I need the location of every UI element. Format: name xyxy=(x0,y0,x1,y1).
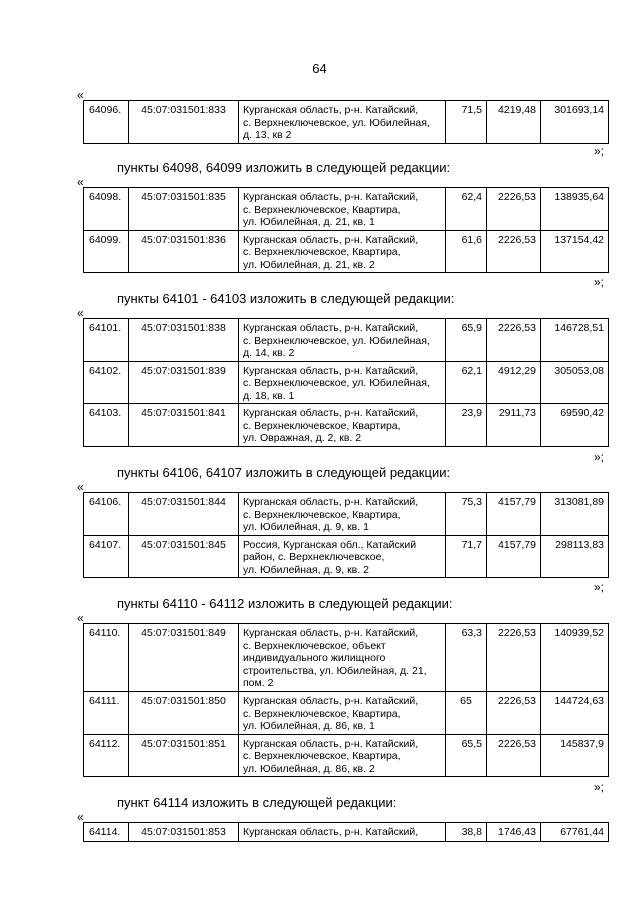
cadastral-value: 298113,83 xyxy=(541,535,609,578)
cadastral-number: 45:07:031501:844 xyxy=(129,493,239,536)
item-number: 64102. xyxy=(84,361,129,404)
unit-price: 4157,79 xyxy=(487,535,541,578)
cadastral-value: 313081,89 xyxy=(541,493,609,536)
item-number: 64099. xyxy=(84,230,129,273)
address: Курганская область, р-н. Катайский, с. Верхнеключевское, Квартира, ул. Юбилейная, д. 86, кв. 2 xyxy=(239,734,446,777)
address: Курганская область, р-н. Катайский, xyxy=(239,823,446,842)
table-row xyxy=(84,624,609,692)
unit-price: 2226,53 xyxy=(487,188,541,231)
cadastral-value: 301693,14 xyxy=(541,101,609,144)
table-row xyxy=(84,101,609,144)
cadastral-value: 144724,63 xyxy=(541,692,609,735)
address: Курганская область, р-н. Катайский, с. Верхнеключевское, ул. Юбилейная, д. 18, кв. 1 xyxy=(239,361,446,404)
cadastral-value: 140939,52 xyxy=(541,624,609,692)
instruction-text: пункты 64110 - 64112 изложить в следующей редакции: xyxy=(117,596,453,611)
cadastral-number: 45:07:031501:849 xyxy=(129,624,239,692)
register-table xyxy=(83,623,609,777)
instruction-text: пункты 64098, 64099 изложить в следующей редакции: xyxy=(117,160,451,175)
item-number: 64110. xyxy=(84,624,129,692)
unit-price: 2226,53 xyxy=(487,319,541,362)
table-row xyxy=(84,319,609,362)
cadastral-value: 137154,42 xyxy=(541,230,609,273)
address: Курганская область, р-н. Катайский, с. Верхнеключевское, Квартира, ул. Юбилейная, д. 86, кв. 1 xyxy=(239,692,446,735)
open-quote: « xyxy=(77,480,84,494)
unit-price: 4912,29 xyxy=(487,361,541,404)
area: 38,8 xyxy=(446,823,487,842)
address: Курганская область, р-н. Катайский, с. Верхнеключевское, объект индивидуального жилищного строительства, ул. Юбилейная, д. 21, пом. 2 xyxy=(239,624,446,692)
item-number: 64106. xyxy=(84,493,129,536)
area: 63,3 xyxy=(446,624,487,692)
area: 65,5 xyxy=(446,734,487,777)
address: Россия, Курганская обл., Катайский район, с. Верхнеключевское, ул. Юбилейная, д. 9, кв. 2 xyxy=(239,535,446,578)
table-row xyxy=(84,493,609,536)
unit-price: 4157,79 xyxy=(487,493,541,536)
table-row xyxy=(84,361,609,404)
page-number: 64 xyxy=(312,61,327,76)
open-quote: « xyxy=(77,306,84,320)
unit-price: 4219,48 xyxy=(487,101,541,144)
close-quote: »; xyxy=(594,144,605,158)
address: Курганская область, р-н. Катайский, с. Верхнеключевское, ул. Юбилейная, д. 13, кв 2 xyxy=(239,101,446,144)
instruction-text: пункт 64114 изложить в следующей редакции: xyxy=(117,795,397,810)
table-row xyxy=(84,230,609,273)
address: Курганская область, р-н. Катайский, с. Верхнеключевское, Квартира, ул. Юбилейная, д. 9, кв. 1 xyxy=(239,493,446,536)
area: 62,1 xyxy=(446,361,487,404)
cadastral-number: 45:07:031501:835 xyxy=(129,188,239,231)
table-row xyxy=(84,692,609,735)
area: 71,7 xyxy=(446,535,487,578)
table-row xyxy=(84,823,609,842)
instruction-text: пункты 64101 - 64103 изложить в следующей редакции: xyxy=(117,291,455,306)
unit-price: 2226,53 xyxy=(487,692,541,735)
unit-price: 2226,53 xyxy=(487,624,541,692)
item-number: 64098. xyxy=(84,188,129,231)
cadastral-number: 45:07:031501:841 xyxy=(129,404,239,447)
close-quote: »; xyxy=(594,275,605,289)
address: Курганская область, р-н. Катайский, с. Верхнеключевское, ул. Юбилейная, д. 14, кв. 2 xyxy=(239,319,446,362)
cadastral-value: 138935,64 xyxy=(541,188,609,231)
cadastral-number: 45:07:031501:839 xyxy=(129,361,239,404)
open-quote: « xyxy=(77,611,84,625)
item-number: 64101. xyxy=(84,319,129,362)
cadastral-number: 45:07:031501:836 xyxy=(129,230,239,273)
area: 62,4 xyxy=(446,188,487,231)
address: Курганская область, р-н. Катайский, с. Верхнеключевское, Квартира, ул. Овражная, д. 2, кв. 2 xyxy=(239,404,446,447)
item-number: 64111. xyxy=(84,692,129,735)
cadastral-number: 45:07:031501:833 xyxy=(129,101,239,144)
area: 65 xyxy=(446,692,487,735)
register-table xyxy=(83,187,609,273)
table-row xyxy=(84,734,609,777)
instruction-text: пункты 64106, 64107 изложить в следующей редакции: xyxy=(117,465,451,480)
table-row xyxy=(84,188,609,231)
item-number: 64103. xyxy=(84,404,129,447)
cadastral-number: 45:07:031501:850 xyxy=(129,692,239,735)
cadastral-value: 146728,51 xyxy=(541,319,609,362)
address: Курганская область, р-н. Катайский, с. Верхнеключевское, Квартира, ул. Юбилейная, д. 21, кв. 2 xyxy=(239,230,446,273)
area: 65,9 xyxy=(446,319,487,362)
unit-price: 2226,53 xyxy=(487,230,541,273)
unit-price: 2226,53 xyxy=(487,734,541,777)
open-quote: « xyxy=(77,88,84,102)
register-table xyxy=(83,492,609,578)
area: 75,3 xyxy=(446,493,487,536)
item-number: 64107. xyxy=(84,535,129,578)
cadastral-number: 45:07:031501:853 xyxy=(129,823,239,842)
address: Курганская область, р-н. Катайский, с. Верхнеключевское, Квартира, ул. Юбилейная, д. 21, кв. 1 xyxy=(239,188,446,231)
unit-price: 1746,43 xyxy=(487,823,541,842)
open-quote: « xyxy=(77,810,84,824)
open-quote: « xyxy=(77,175,84,189)
register-table xyxy=(83,822,609,842)
close-quote: »; xyxy=(594,580,605,594)
area: 23,9 xyxy=(446,404,487,447)
close-quote: »; xyxy=(594,780,605,794)
register-table xyxy=(83,318,609,447)
register-table xyxy=(83,100,609,144)
unit-price: 2911,73 xyxy=(487,404,541,447)
cadastral-number: 45:07:031501:838 xyxy=(129,319,239,362)
table-row xyxy=(84,404,609,447)
cadastral-value: 67761,44 xyxy=(541,823,609,842)
cadastral-number: 45:07:031501:845 xyxy=(129,535,239,578)
cadastral-value: 145837,9 xyxy=(541,734,609,777)
item-number: 64114. xyxy=(84,823,129,842)
area: 71,5 xyxy=(446,101,487,144)
item-number: 64096. xyxy=(84,101,129,144)
cadastral-value: 69590,42 xyxy=(541,404,609,447)
area: 61,6 xyxy=(446,230,487,273)
close-quote: »; xyxy=(594,450,605,464)
cadastral-number: 45:07:031501:851 xyxy=(129,734,239,777)
cadastral-value: 305053,08 xyxy=(541,361,609,404)
item-number: 64112. xyxy=(84,734,129,777)
table-row xyxy=(84,535,609,578)
